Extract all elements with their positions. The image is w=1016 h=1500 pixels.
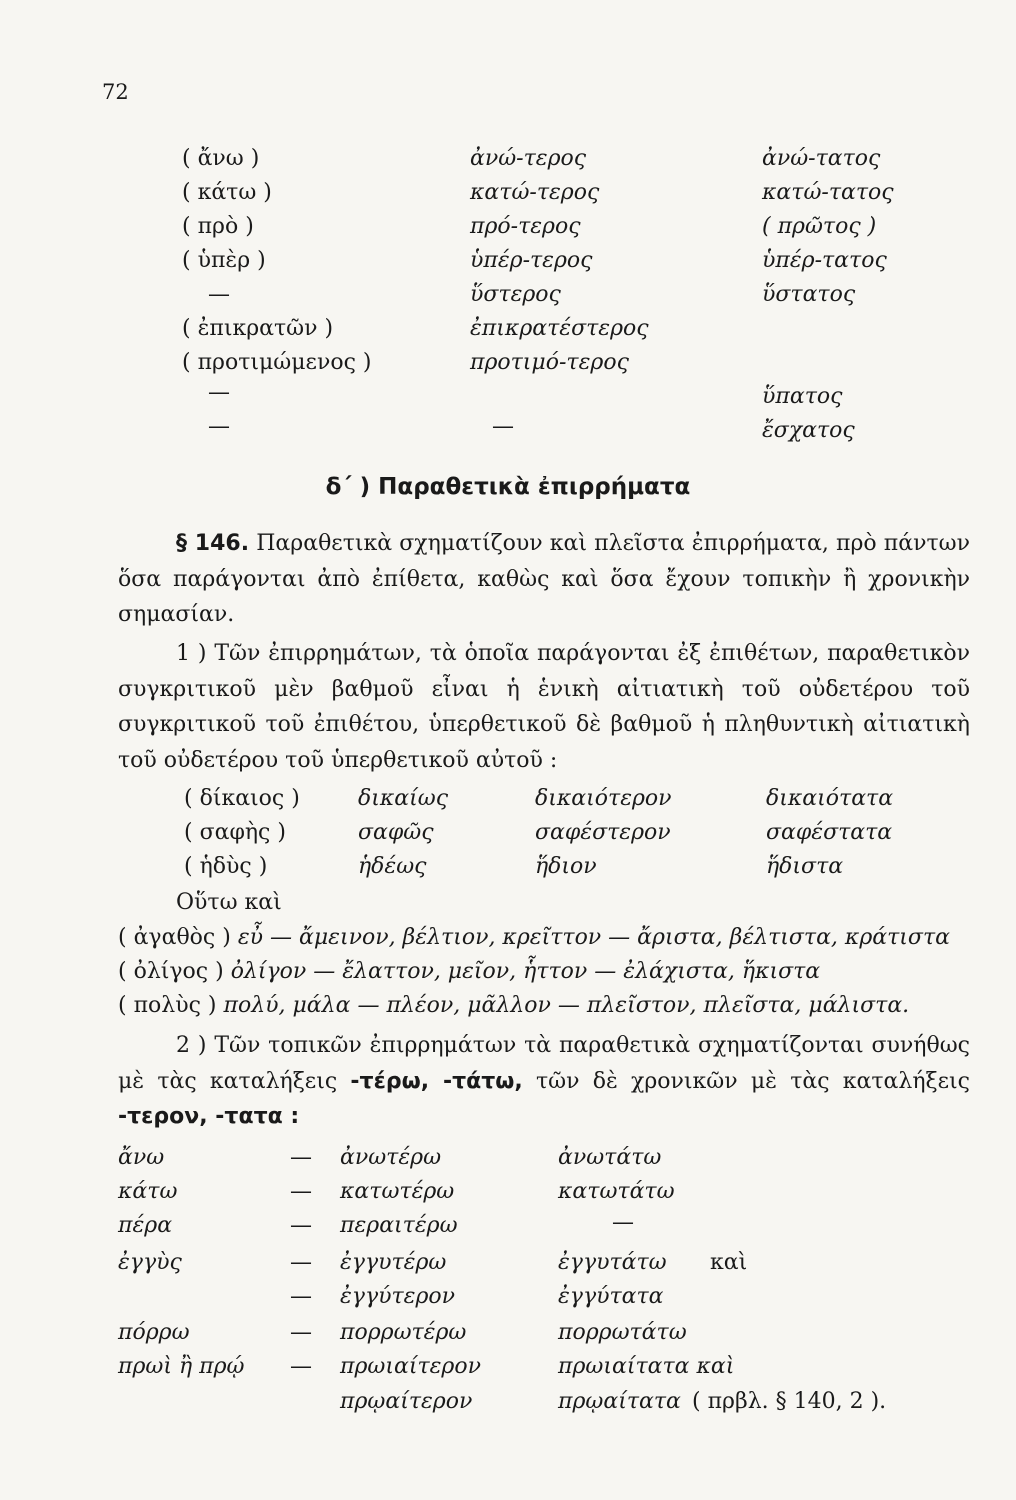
table-cell: ἄνω (118, 1145, 165, 1170)
paragraph-rule-2 (118, 1028, 970, 1135)
section-number: § 146. (176, 531, 250, 556)
table-cell: — (208, 282, 230, 307)
paragraph-text: 2 ) Τῶν τοπικῶν ἐπιρρημάτων τὰ παραθετικὰ σχηματίζονται συνήθως μὲ τὰς καταλήξεις (118, 1033, 970, 1094)
table-cell: ἥδιον (535, 854, 597, 879)
list-item-adjective: ( ὀλίγος ) (118, 959, 224, 984)
list-item-forms: ὀλίγον — ἔλαττον, μεῖον, ἧττον — ἐλάχιστα, ἥκιστα (230, 959, 821, 984)
section-heading: δ΄ ) Παραθετικὰ ἐπιρρήματα (325, 474, 691, 500)
table-cell: δικαιότερον (535, 786, 672, 811)
table-cell: ἐγγύτερον (340, 1284, 456, 1309)
table-cell: ἀνώ-τερος (470, 146, 587, 171)
page-number: 72 (102, 80, 129, 104)
table-cell: ὕστατος (762, 282, 856, 307)
table-cell: προτιμό-τερος (470, 350, 629, 375)
list-item-forms: εὖ — ἄμεινον, βέλτιον, κρεῖττον — ἄριστα, βέλτιστα, κράτιστα (237, 925, 950, 950)
table-cell: πρωιαίτερον (340, 1354, 481, 1379)
table-cell: ( δίκαιος ) (184, 786, 300, 811)
table-cell: πρῳαίτατα (558, 1389, 681, 1414)
list-item (118, 993, 909, 1018)
table-cell: — (208, 414, 230, 439)
table-cell: — (290, 1320, 312, 1345)
table-cell: ἐγγὺς (118, 1250, 182, 1275)
table-cell: ἐγγυτάτω (558, 1250, 667, 1275)
table-cell: ( ἐπικρατῶν ) (182, 316, 334, 341)
table-cell: καὶ (710, 1250, 748, 1275)
paragraph-146 (118, 526, 970, 633)
table-cell: ἀνωτάτω (558, 1145, 662, 1170)
endings-local: -τέρω, -τάτω, (350, 1068, 523, 1094)
table-cell: σαφῶς (358, 820, 434, 845)
table-cell: ἐπικρατέστερος (470, 316, 649, 341)
table-cell: — (290, 1354, 312, 1379)
table-cell: ἔσχατος (762, 418, 855, 443)
table-cell: ἐγγύτατα (558, 1284, 664, 1309)
paragraph-text: 1 ) Τῶν ἐπιρρημάτων, τὰ ὁποῖα παράγονται ἐξ ἐπιθέτων, παραθετικὸν συγκριτικοῦ μὲν βαθμοῦ εἶναι ἡ ἑνικὴ αἰτιατικὴ τοῦ οὐδετέρου τοῦ συγκριτικοῦ τοῦ ἐπιθέτου, ὑπερθετικοῦ δὲ βαθμοῦ ἡ πληθυντικὴ αἰτιατικὴ τοῦ οὐδετέρου τοῦ ὑπερθετικοῦ αὐτοῦ : (118, 641, 970, 773)
table-cell: ( σαφὴς ) (184, 820, 286, 845)
table-cell: ( προτιμώμενος ) (182, 350, 372, 375)
list-item (118, 959, 820, 984)
table-cell: πρωὶ ἢ πρῴ (118, 1354, 245, 1379)
table-cell: πέρα (118, 1213, 173, 1238)
table-cell: ( πρὸ ) (182, 214, 254, 239)
list-item (118, 925, 950, 950)
list-item-forms: πολύ, μάλα — πλέον, μᾶλλον — πλεῖστον, πλεῖστα, μάλιστα. (223, 993, 910, 1018)
table-cell: ἀνώ-τατος (762, 146, 881, 171)
table-cell: ὕπατος (762, 384, 843, 409)
endings-temporal: -τερον, -τατα : (118, 1104, 300, 1129)
table-cell: ( πρῶτος ) (762, 214, 877, 239)
table-cell: σαφέστατα (766, 820, 893, 845)
table-cell: κατωτάτω (558, 1179, 675, 1204)
table-cell: — (290, 1213, 312, 1238)
table-cell: — (290, 1179, 312, 1204)
table-cell: δικαίως (358, 786, 449, 811)
table-cell: πρωιαίτατα καὶ (558, 1354, 735, 1379)
table-cell: ( πρβλ. § 140, 2 ). (692, 1389, 887, 1414)
table-cell: ἐγγυτέρω (340, 1250, 447, 1275)
table-cell: κατωτέρω (340, 1179, 455, 1204)
table-cell: σαφέστερον (535, 820, 671, 845)
table-cell: — (612, 1210, 634, 1235)
table-cell: ( ἄνω ) (182, 146, 260, 171)
paragraph-text: τῶν δὲ χρονικῶν μὲ τὰς καταλήξεις (536, 1068, 970, 1094)
list-item-adjective: ( πολὺς ) (118, 993, 217, 1018)
table-cell: ( κάτω ) (182, 180, 272, 205)
table-cell: πρῳαίτερον (340, 1389, 473, 1414)
table-cell: πορρωτέρω (340, 1320, 467, 1345)
table-cell: ἥδιστα (766, 854, 844, 879)
table-cell: ὑπέρ-τερος (470, 248, 593, 273)
paragraph-text: Παραθετικὰ σχηματίζουν καὶ πλεῖστα ἐπιρρήματα, πρὸ πάντων ὅσα παράγονται ἀπὸ ἐπίθετα, καθὼς καὶ ὅσα ἔχουν τοπικὴν ἢ χρονικὴν σημασίαν. (118, 531, 970, 627)
table-cell: — (290, 1145, 312, 1170)
table-cell: δικαιότατα (766, 786, 894, 811)
table-cell: — (492, 414, 514, 439)
table-cell: ἡδέως (358, 854, 427, 879)
table-cell: ( ἡδὺς ) (184, 854, 268, 879)
outo-kai: Οὕτω καὶ (176, 890, 282, 915)
table-cell: κατώ-τατος (762, 180, 894, 205)
table-cell: ὑπέρ-τατος (762, 248, 887, 273)
table-cell: — (208, 380, 230, 405)
list-item-adjective: ( ἀγαθὸς ) (118, 925, 231, 950)
table-cell: κάτω (118, 1179, 178, 1204)
table-cell: πόρρω (118, 1320, 190, 1345)
table-cell: ( ὑπὲρ ) (182, 248, 266, 273)
paragraph-rule-1 (118, 636, 970, 778)
table-cell: περαιτέρω (340, 1213, 458, 1238)
table-cell: πορρωτάτω (558, 1320, 687, 1345)
table-cell: — (290, 1284, 312, 1309)
table-cell: κατώ-τερος (470, 180, 600, 205)
table-cell: ὕστερος (470, 282, 561, 307)
table-cell: ἀνωτέρω (340, 1145, 442, 1170)
table-cell: πρό-τερος (470, 214, 581, 239)
table-cell: — (290, 1250, 312, 1275)
